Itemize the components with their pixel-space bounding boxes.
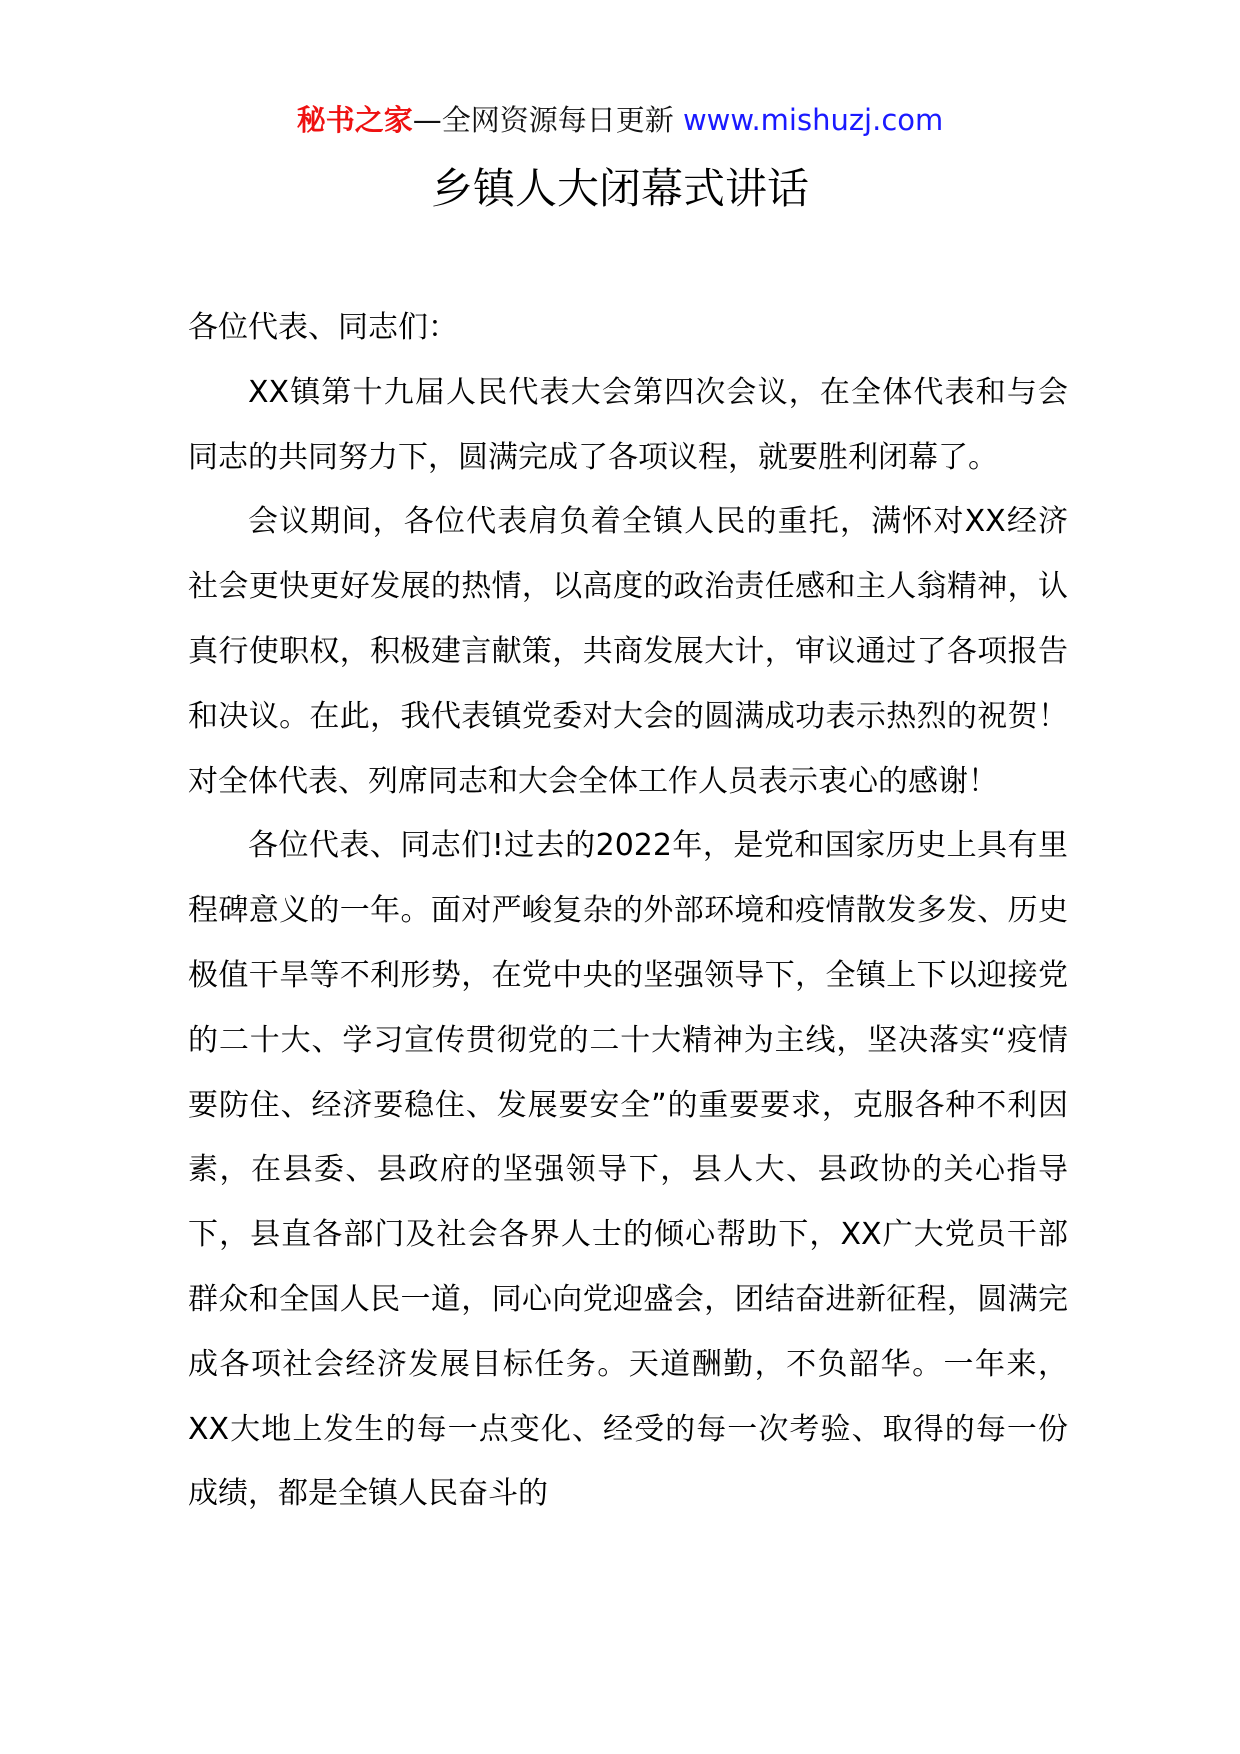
paragraph-3: 各位代表、同志们!过去的2022年，是党和国家历史上具有里程碑意义的一年。面对严峻复杂的外部环境和疫情散发多发、历史极值干旱等不利形势，在党中央的坚强领导下，全镇上下以迎接党的二十大、学习宣传贯彻党的二十大精神为主线，坚决落实“疫情要防住、经济要稳住、发展要安全”的重要要求，克服各种不利因素，在县委、县政府的坚强领导下，县人大、县政协的关心指导下，县直各部门及社会各界人士的倾心帮助下，XX广大党员干部群众和全国人民一道，同心向党迎盛会，团结奋进新征程，圆满完成各项社会经济发展目标任务。天道酬勤，不负韶华。一年来，XX大地上发生的每一点变化、经受的每一次考验、取得的每一份成绩，都是全镇人民奋斗的 [188, 828, 1068, 1512]
site-brand-name: 秘书之家 [296, 103, 413, 137]
document-title: 乡镇人大闭幕式讲话 [430, 164, 809, 213]
site-slogan: —全网资源每日更新 [412, 103, 683, 137]
paragraph-2: 会议期间，各位代表肩负着全镇人民的重托，满怀对XX经济社会更快更好发展的热情，以高度的政治责任感和主人翁精神，认真行使职权，积极建言献策，共商发展大计，审议通过了各项报告和决议。在此，我代表镇党委对大会的圆满成功表示热烈的祝贺！对全体代表、列席同志和大会全体工作人员表示衷心的感谢！ [188, 504, 1068, 799]
paragraph-1: XX镇第十九届人民代表大会第四次会议，在全体代表和与会同志的共同努力下，圆满完成了各项议程，就要胜利闭幕了。 [188, 374, 1068, 475]
site-banner [0, 100, 1240, 140]
site-url-link[interactable]: www.mishuzj.com [682, 103, 944, 137]
document-body [188, 296, 1068, 1527]
salutation: 各位代表、同志们： [188, 310, 458, 345]
